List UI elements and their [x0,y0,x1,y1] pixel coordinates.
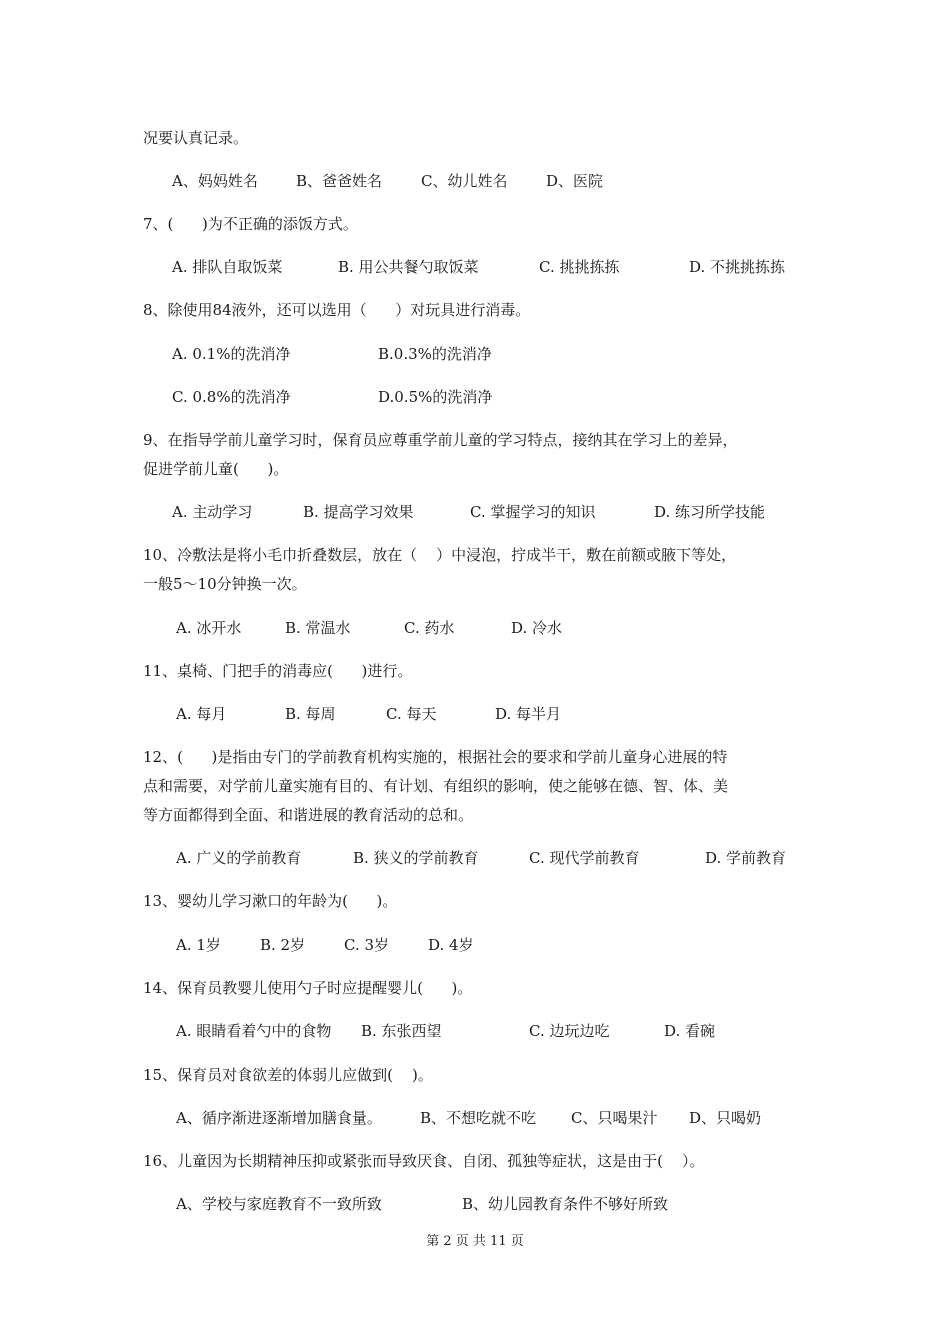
question-10-text-line1: 10、冷敷法是将小毛巾折叠数层，放在（ ）中浸泡，拧成半干，敷在前额或腋下等处， [143,546,737,564]
q13-option-a: A. 1岁 [176,936,221,954]
q11-option-b: B. 每周 [285,705,336,723]
question-14-text: 14、保育员教婴儿使用勺子时应提醒婴儿( )。 [143,979,473,997]
question-12-text-line3: 等方面都得到全面、和谐进展的教育活动的总和。 [143,806,474,824]
q8-option-a: A. 0.1%的洗消净 [172,345,291,363]
q8-option-c: C. 0.8%的洗消净 [172,388,291,406]
q10-option-c: C. 药水 [404,619,455,637]
q14-option-b: B. 东张西望 [361,1022,442,1040]
q11-option-a: A. 每月 [176,705,227,723]
q6-option-a: A、妈妈姓名 [172,172,258,190]
q16-option-a: A、学校与家庭教育不一致所致 [176,1195,382,1213]
q12-option-a: A. 广义的学前教育 [176,849,302,867]
question-7-text: 7、( )为不正确的添饭方式。 [143,215,358,233]
question-15-text: 15、保育员对食欲差的体弱儿应做到( )。 [143,1066,433,1084]
q16-option-b: B、幼儿园教育条件不够好所致 [462,1195,669,1213]
q14-option-c: C. 边玩边吃 [529,1022,610,1040]
q8-option-d: D.0.5%的洗消净 [378,388,493,406]
q12-option-b: B. 狭义的学前教育 [353,849,479,867]
question-10-text-line2: 一般5～10分钟换一次。 [143,575,307,593]
q6-option-d: D、医院 [546,172,604,190]
q10-option-a: A. 冰开水 [176,619,242,637]
question-8-text: 8、除使用84液外，还可以选用（ ）对玩具进行消毒。 [143,301,531,319]
q12-option-c: C. 现代学前教育 [529,849,640,867]
q7-option-c: C. 挑挑拣拣 [539,258,620,276]
q9-option-d: D. 练习所学技能 [654,503,766,521]
question-16-text: 16、儿童因为长期精神压抑或紧张而导致厌食、自闭、孤独等症状，这是由于( ）。 [143,1152,705,1170]
q6-option-b: B、爸爸姓名 [296,172,383,190]
q7-option-d: D. 不挑挑拣拣 [689,258,786,276]
q7-option-b: B. 用公共餐勺取饭菜 [338,258,479,276]
question-11-text: 11、桌椅、门把手的消毒应( )进行。 [143,662,413,680]
q11-option-d: D. 每半月 [495,705,562,723]
q7-option-a: A. 排队自取饭菜 [172,258,283,276]
q10-option-d: D. 冷水 [511,619,563,637]
q15-option-d: D、只喝奶 [689,1109,762,1127]
q13-option-b: B. 2岁 [260,936,306,954]
q9-option-a: A. 主动学习 [172,503,253,521]
question-12-text-line2: 点和需要，对学前儿童实施有目的、有计划、有组织的影响，使之能够在德、智、体、美 [143,777,729,795]
page-footer: 第 2 页 共 11 页 [426,1234,524,1249]
q15-option-c: C、只喝果汁 [571,1109,658,1127]
question-6-text-tail: 况要认真记录。 [143,129,249,147]
q6-option-c: C、幼儿姓名 [421,172,508,190]
q9-option-b: B. 提高学习效果 [303,503,414,521]
q9-option-c: C. 掌握学习的知识 [470,503,596,521]
q10-option-b: B. 常温水 [285,619,351,637]
q15-option-a: A、循序渐进逐渐增加膳食量。 [176,1109,382,1127]
q11-option-c: C. 每天 [386,705,437,723]
question-13-text: 13、婴幼儿学习漱口的年龄为( )。 [143,892,398,910]
q12-option-d: D. 学前教育 [705,849,787,867]
q13-option-d: D. 4岁 [428,936,474,954]
question-9-text-line2: 促进学前儿童( )。 [143,460,289,478]
q15-option-b: B、不想吃就不吃 [420,1109,537,1127]
question-9-text-line1: 9、在指导学前儿童学习时，保育员应尊重学前儿童的学习特点，接纳其在学习上的差异， [143,431,738,449]
q13-option-c: C. 3岁 [344,936,390,954]
question-12-text-line1: 12、( )是指由专门的学前教育机构实施的，根据社会的要求和学前儿童身心进展的特 [143,748,728,766]
q14-option-a: A. 眼睛看着勺中的食物 [176,1022,332,1040]
q8-option-b: B.0.3%的洗消净 [378,345,492,363]
q14-option-d: D. 看碗 [664,1022,716,1040]
